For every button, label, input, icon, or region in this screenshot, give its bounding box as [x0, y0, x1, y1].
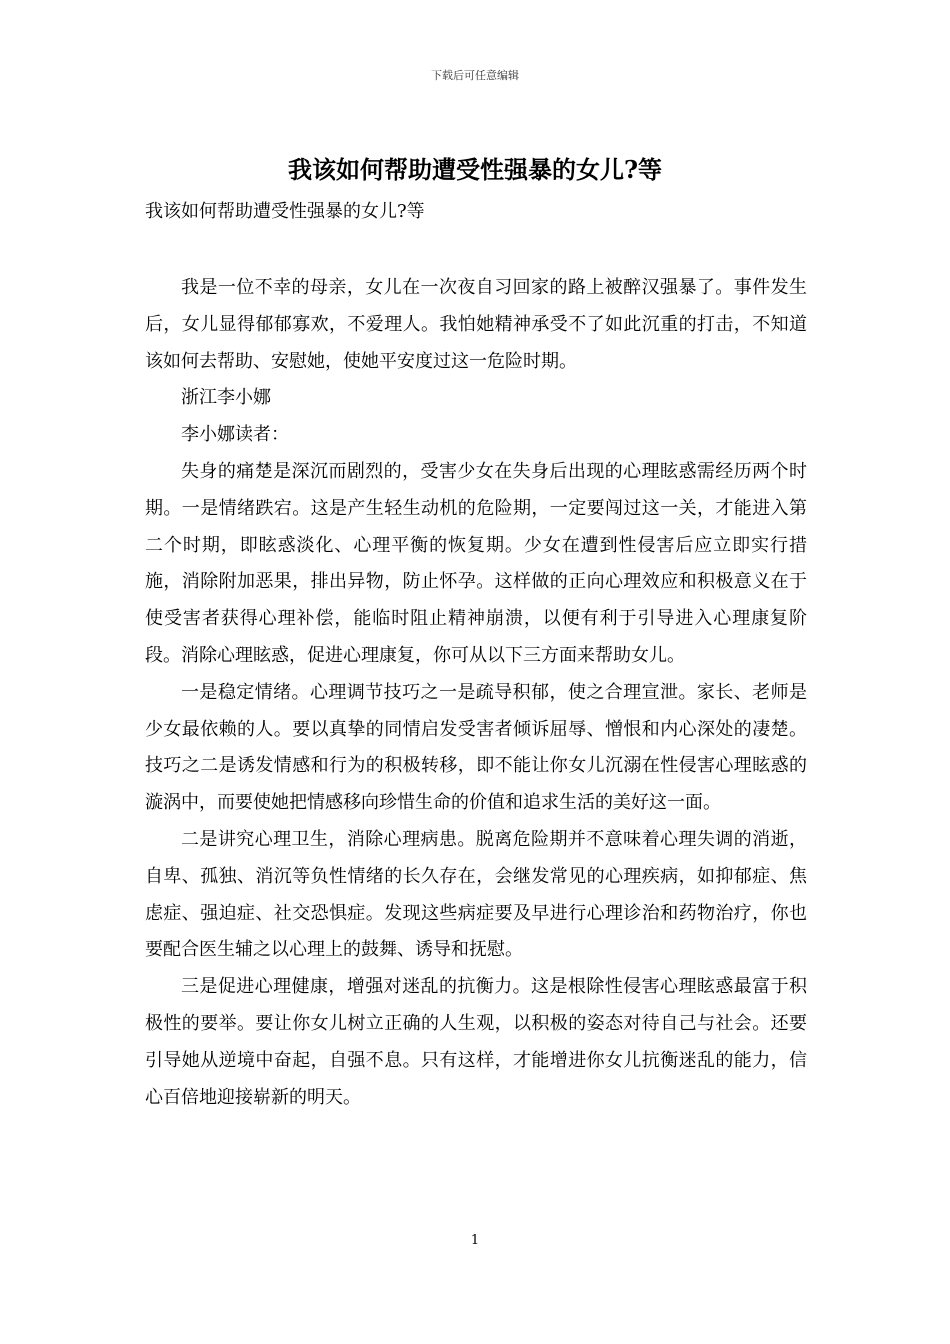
paragraph-point-three: 三是促进心理健康，增强对迷乱的抗衡力。这是根除性侵害心理眩惑最富于积极性的要举。要让你女儿树立正确的人生观，以积极的姿态对待自己与社会。还要引导她从逆境中奋起，自强不息。只有这样，才能增进你女儿抗衡迷乱的能力，信心百倍地迎接崭新的明天。 — [145, 976, 807, 1108]
paragraph-reply-intro: 失身的痛楚是深沉而剧烈的，受害少女在失身后出现的心理眩惑需经历两个时期。一是情绪跌宕。这是产生轻生动机的危险期，一定要闯过这一关，才能进入第二个时期，即眩惑淡化、心理平衡的恢复期。少女在遭到性侵害后应立即实行措施，消除附加恶果，排出异物，防止怀孕。这样做的正向心理效应和积极意义在于使受害者获得心理补偿，能临时阻止精神崩溃，以便有利于引导进入心理康复阶段。消除心理眩惑，促进心理康复，你可从以下三方面来帮助女儿。 — [145, 460, 807, 666]
paragraph-point-one: 一是稳定情绪。心理调节技巧之一是疏导积郁，使之合理宣泄。家长、老师是少女最依赖的人。要以真挚的同情启发受害者倾诉屈辱、憎恨和内心深处的凄楚。技巧之二是诱发情感和行为的积极转移，即不能让你女儿沉溺在性侵害心理眩惑的漩涡中，而要使她把情感移向珍惜生命的价值和追求生活的美好这一面。 — [145, 681, 807, 814]
document-title: 我该如何帮助遭受性强暴的女儿?等 — [287, 155, 663, 184]
paragraph-signature: 浙江李小娜 — [181, 387, 271, 409]
document-subtitle: 我该如何帮助遭受性强暴的女儿?等 — [145, 201, 425, 222]
document-body — [145, 270, 807, 1116]
paragraph-point-two: 二是讲究心理卫生，消除心理病患。脱离危险期并不意味着心理失调的消逝，自卑、孤独、消沉等负性情绪的长久存在，会继发常见的心理疾病，如抑郁症、焦虑症、强迫症、社交恐惧症。发现这些病症要及早进行心理诊治和药物治疗，你也要配合医生辅之以心理上的鼓舞、诱导和抚慰。 — [145, 828, 807, 961]
paragraph-letter: 我是一位不幸的母亲，女儿在一次夜自习回家的路上被醉汉强暴了。事件发生后，女儿显得郁郁寡欢，不爱理人。我怕她精神承受不了如此沉重的打击，不知道该如何去帮助、安慰她，使她平安度过这一危险时期。 — [145, 277, 807, 372]
header-note: 下载后可任意编辑 — [431, 69, 519, 82]
page-number: 1 — [470, 1233, 480, 1248]
paragraph-salutation: 李小娜读者： — [181, 424, 289, 446]
